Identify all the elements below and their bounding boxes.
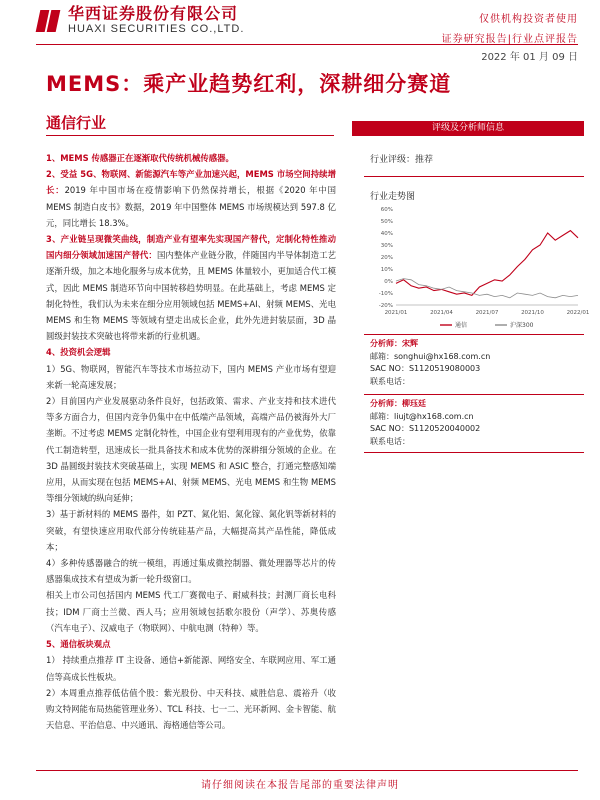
header-divider	[36, 44, 578, 45]
y-tick-label: 10%	[380, 267, 393, 273]
report-title: MEMS：乘产业趋势红利，深耕细分赛道	[46, 72, 452, 96]
footer-divider	[36, 770, 578, 771]
industry-divider	[46, 135, 334, 136]
point-1-text: 1、MEMS 传感器正在逐渐取代传统机械传感器。	[46, 153, 234, 163]
x-tick-label: 2022/01	[566, 310, 590, 316]
audience-tag: 仅供机构投资者使用	[479, 14, 578, 25]
point-2	[46, 166, 336, 231]
rating-panel-header: 评级及分析师信息	[352, 121, 584, 136]
y-tick-label: 50%	[380, 219, 393, 225]
analyst-1	[370, 338, 490, 388]
point-4-4: 4）多种传感器融合的统一模组，再通过集成微控制器、微处理器等芯片的传感器集成技术有望成为新一轮升级窗口。	[46, 558, 336, 585]
trend-chart-title: 行业走势图	[370, 192, 416, 202]
legend-label: 通信	[455, 322, 468, 329]
x-tick-label: 2021/07	[475, 310, 499, 316]
x-tick-label: 2021/10	[521, 310, 544, 316]
point-4-2: 2）目前国内产业发展驱动条件良好，包括政策、需求、产业支持和技术进代等多方面合力，但国内竞争仍集中在中低端产品领域，高端产品仍被海外大厂垄断。不过考虑 MEMS 定制化特性，中国企业有望利用现有的产业优势，依靠代工制造转型，迅速成长一批具备技术和成本优势的深耕细分领域的企业。在 3D 晶圆级封装技术突破基础上，实现 MEMS 和 ASIC 整合，打通完整感知端应用，从而实现在包括 MEMS+AI、射频 MEMS、光电 MEMS 和生物 MEMS 等细分领域的纵向延伸；	[46, 396, 337, 504]
point-5-1: 1） 持续重点推荐 IT 主设备、通信+新能源、网络安全、车联网应用、军工通信等高成长性板块。	[46, 655, 336, 682]
industry-rating: 行业评级：推荐	[370, 155, 434, 165]
point-3-text: 国内整体产业链分散，伴随国内半导体制造工艺逐渐升级，加之本地化服务与成本优势，且 MEMS 体量较小，更加适合代工模式，因此 MEMS 制造环节向中国转移趋势明显。在此基础上，考虑 MEMS 定制化特性，我们认为未来在细分应用领域包括 MEMS+AI、射频 MEMS、光电 MEMS 和生物 MEMS 等领域有望走出成长企业，此外先进封装层面，3D 晶圆级封装技术突破也将带来新的行业机遇。	[46, 250, 337, 342]
company-name-cn: 华西证券股份有限公司	[68, 4, 239, 23]
analyst-divider-2	[364, 394, 584, 395]
y-tick-label: 20%	[380, 255, 393, 261]
series-line-csi300	[396, 279, 578, 298]
y-tick-label: -10%	[378, 291, 393, 297]
analyst-2-name: 分析师：柳珏廷	[370, 399, 426, 408]
analyst-2-sac: SAC NO：S1120520040002	[370, 424, 481, 433]
report-body	[46, 150, 336, 733]
y-tick-label: 60%	[380, 207, 393, 213]
analyst-divider-3	[364, 452, 584, 453]
rating-panel	[352, 121, 584, 202]
industry-label: 通信行业	[46, 114, 107, 132]
analyst-1-email: 邮箱：songhui@hx168.com.cn	[370, 351, 491, 361]
analyst-divider-1	[364, 334, 584, 335]
huaxi-logo-icon	[38, 8, 62, 34]
point-4-heading: 4、投资机会逻辑	[46, 347, 111, 358]
legend-label: 沪深300	[510, 322, 534, 329]
analyst-2-email: 邮箱：liujt@hx168.com.cn	[370, 411, 474, 421]
company-logo	[38, 6, 244, 36]
y-tick-label: 30%	[380, 243, 393, 249]
point-5-2: 2）本周重点推荐低估值个股：紫光股份、中天科技、威胜信息、震裕升（收购文特网能布局热能管理业务）、TCL 科技、七一二、光环新网、金卡智能、航天信息、平治信息、中兴通讯、海格通信等公司。	[46, 687, 336, 731]
point-2-heading: 2、受益 5G、物联网、新能源汽车等产业加速兴起，MEMS 市场空间持续增长：	[46, 169, 336, 196]
y-tick-label: 0%	[384, 279, 393, 285]
point-3-heading: 3、产业链呈现微笑曲线，制造产业有望率先实现国产替代，定制化特性推动国内细分领域加速国产替代：	[46, 234, 336, 261]
point-1	[46, 150, 336, 166]
point-2-text: 2019 年中国市场在疫情影响下仍然保持增长，根据《2020 年中国 MEMS 制造白皮书》数据，2019 年中国整体 MEMS 市场规模达到 597.8 亿元，同比增长 18.3%。	[46, 185, 337, 228]
legal-notice: 请仔细阅读在本报告尾部的重要法律声明	[201, 780, 399, 791]
x-tick-label: 2021/04	[430, 310, 453, 316]
point-4-1: 1）5G、物联网，智能汽车等技术市场拉动下，国内 MEMS 产业市场有望迎来新一轮高速发展；	[46, 363, 336, 390]
report-date: 2022 年 01 月 09 日	[481, 52, 578, 63]
point-4-5: 相关上市公司包括国内 MEMS 代工厂赛微电子、耐威科技；封测厂商长电科技；IDM 厂商士兰微、西人马；应用领域包括歌尔股份（声学）、苏奥传感（汽车电子）、汉威电子（物联网）、中航电测（特种）等。	[46, 590, 336, 633]
y-tick-label: -20%	[378, 303, 393, 309]
report-type: 证券研究报告|行业点评报告	[441, 34, 578, 45]
analyst-1-name: 分析师：宋辉	[370, 339, 418, 348]
analyst-2	[370, 398, 480, 448]
point-4-3: 3）基于新材料的 MEMS 器件，如 PZT、氮化铝、氮化镓、氮化钒等新材料的突破，有望快速应用取代部分传统硅基产品，大幅提高其产品性能，降低成本；	[46, 509, 336, 552]
analyst-2-phone: 联系电话：	[370, 436, 410, 446]
analyst-1-sac: SAC NO：S1120519080003	[370, 364, 481, 373]
company-name-en: HUAXI SECURITIES CO.,LTD.	[68, 23, 245, 35]
y-tick-label: 40%	[380, 231, 393, 237]
company-name	[68, 6, 244, 36]
analyst-1-phone: 联系电话：	[370, 376, 410, 386]
point-3	[46, 231, 336, 344]
point-4	[46, 344, 336, 360]
point-5	[46, 636, 336, 652]
trend-chart	[370, 203, 590, 353]
point-5-heading: 5、通信板块观点	[46, 639, 111, 650]
x-tick-label: 2021/01	[384, 310, 408, 316]
